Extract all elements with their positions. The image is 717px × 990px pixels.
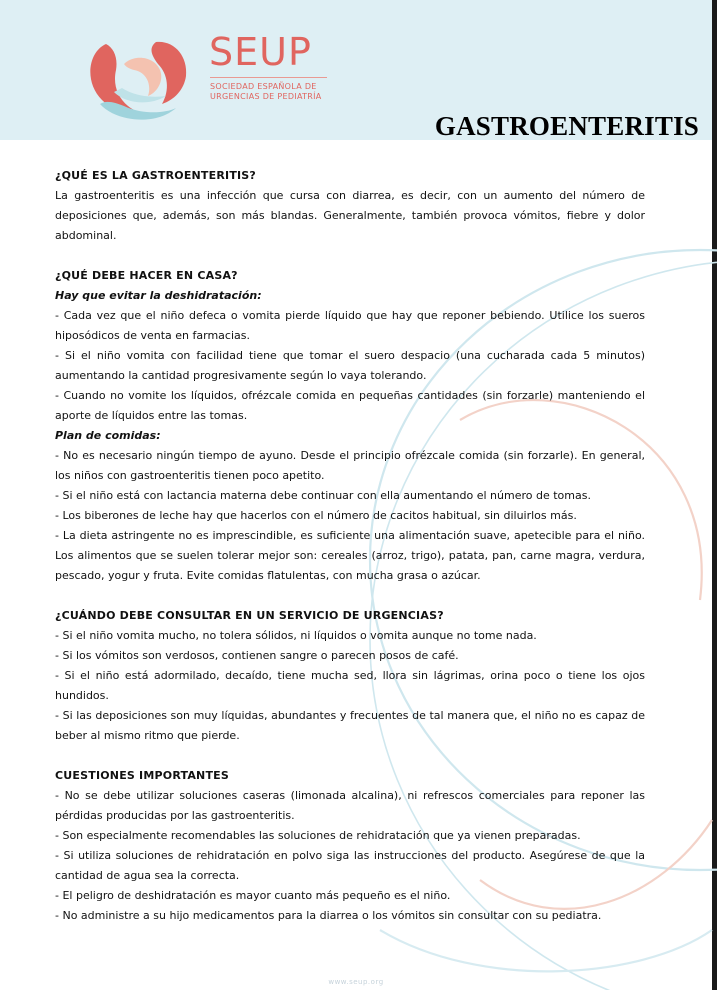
section-heading: ¿QUÉ DEBE HACER EN CASA? (55, 269, 238, 282)
list-item: - Si las deposiciones son muy líquidas, abundantes y frecuentes de tal manera que, el niño no es capaz de beber al mismo ritmo que pierde. (55, 709, 645, 742)
subheading-dehydration: Hay que evitar la deshidratación: (55, 289, 262, 302)
logo-subtitle-line-2: URGENCIAS DE PEDIATRÍA (210, 92, 322, 101)
logo-subtitle-line-1: SOCIEDAD ESPAÑOLA DE (210, 82, 317, 91)
logo-subtitle (210, 82, 322, 102)
list-item: - Si el niño está adormilado, decaído, tiene mucha sed, llora sin lágrimas, orina poco o tiene los ojos hundidos. (55, 669, 645, 702)
section-heading: ¿CUÁNDO DEBE CONSULTAR EN UN SERVICIO DE URGENCIAS? (55, 609, 444, 622)
list-item: - Si los vómitos son verdosos, contienen sangre o parecen posos de café. (55, 649, 459, 662)
section-when-to-consult (55, 606, 645, 746)
section-heading: CUESTIONES IMPORTANTES (55, 769, 229, 782)
logo-divider (210, 77, 327, 78)
list-item: - El peligro de deshidratación es mayor cuanto más pequeño es el niño. (55, 889, 451, 902)
spacer (55, 586, 645, 606)
list-item: - No administre a su hijo medicamentos para la diarrea o los vómitos sin consultar con su pediatra. (55, 909, 602, 922)
spacer (55, 746, 645, 766)
subheading-meal-plan: Plan de comidas: (55, 429, 161, 442)
list-item: - Los biberones de leche hay que hacerlos con el número de cacitos habitual, sin diluirlos más. (55, 509, 577, 522)
section-what-is (55, 166, 645, 246)
list-item: - No se debe utilizar soluciones caseras (limonada alcalina), ni refrescos comerciales para reponer las pérdidas producidas por las gastroenteritis. (55, 789, 645, 822)
list-item: - Si utiliza soluciones de rehidratación en polvo siga las instrucciones del producto. Asegúrese de que la cantidad de agua sea la correcta. (55, 849, 645, 882)
logo-name: SEUP (209, 30, 312, 74)
paragraph: La gastroenteritis es una infección que cursa con diarrea, es decir, con un aumento del número de deposiciones que, además, son más blandas. Generalmente, también provoca vómitos, fiebre y dolor abdominal. (55, 189, 645, 242)
list-item: - Si el niño vomita mucho, no tolera sólidos, ni líquidos o vomita aunque no tome nada. (55, 629, 537, 642)
list-item: - Si el niño está con lactancia materna debe continuar con ella aumentando el número de tomas. (55, 489, 591, 502)
page-edge (712, 0, 717, 990)
seup-logo-icon (86, 34, 190, 126)
section-at-home (55, 266, 645, 586)
list-item: - La dieta astringente no es imprescindible, es suficiente una alimentación suave, apetecible para el niño. Los alimentos que se suelen tolerar mejor son: cereales (arroz, trigo), patata, pan, carne magra, verdura, pescado, yogur y fruta. Evite comidas flatulentas, con mucha grasa o azúcar. (55, 529, 645, 582)
list-item: - Si el niño vomita con facilidad tiene que tomar el suero despacio (una cucharada cada 5 minutos) aumentando la cantidad progresivamente según lo vaya tolerando. (55, 349, 645, 382)
spacer (55, 246, 645, 266)
section-heading: ¿QUÉ ES LA GASTROENTERITIS? (55, 169, 257, 182)
document-body (55, 166, 645, 926)
list-item: - Cuando no vomite los líquidos, ofrézcale comida en pequeñas cantidades (sin forzarle) manteniendo el aporte de líquidos entre las tomas. (55, 389, 645, 422)
list-item: - Cada vez que el niño defeca o vomita pierde líquido que hay que reponer bebiendo. Utilice los sueros hiposódicos de venta en farmacias. (55, 309, 645, 342)
section-important (55, 766, 645, 926)
document-title: GASTROENTERITIS (434, 111, 699, 141)
footer-url: www.seup.org (328, 978, 384, 986)
list-item: - Son especialmente recomendables las soluciones de rehidratación que ya vienen preparadas. (55, 829, 581, 842)
list-item: - No es necesario ningún tiempo de ayuno. Desde el principio ofrézcale comida (sin forzarle). En general, los niños con gastroenteritis tienen poco apetito. (55, 449, 645, 482)
